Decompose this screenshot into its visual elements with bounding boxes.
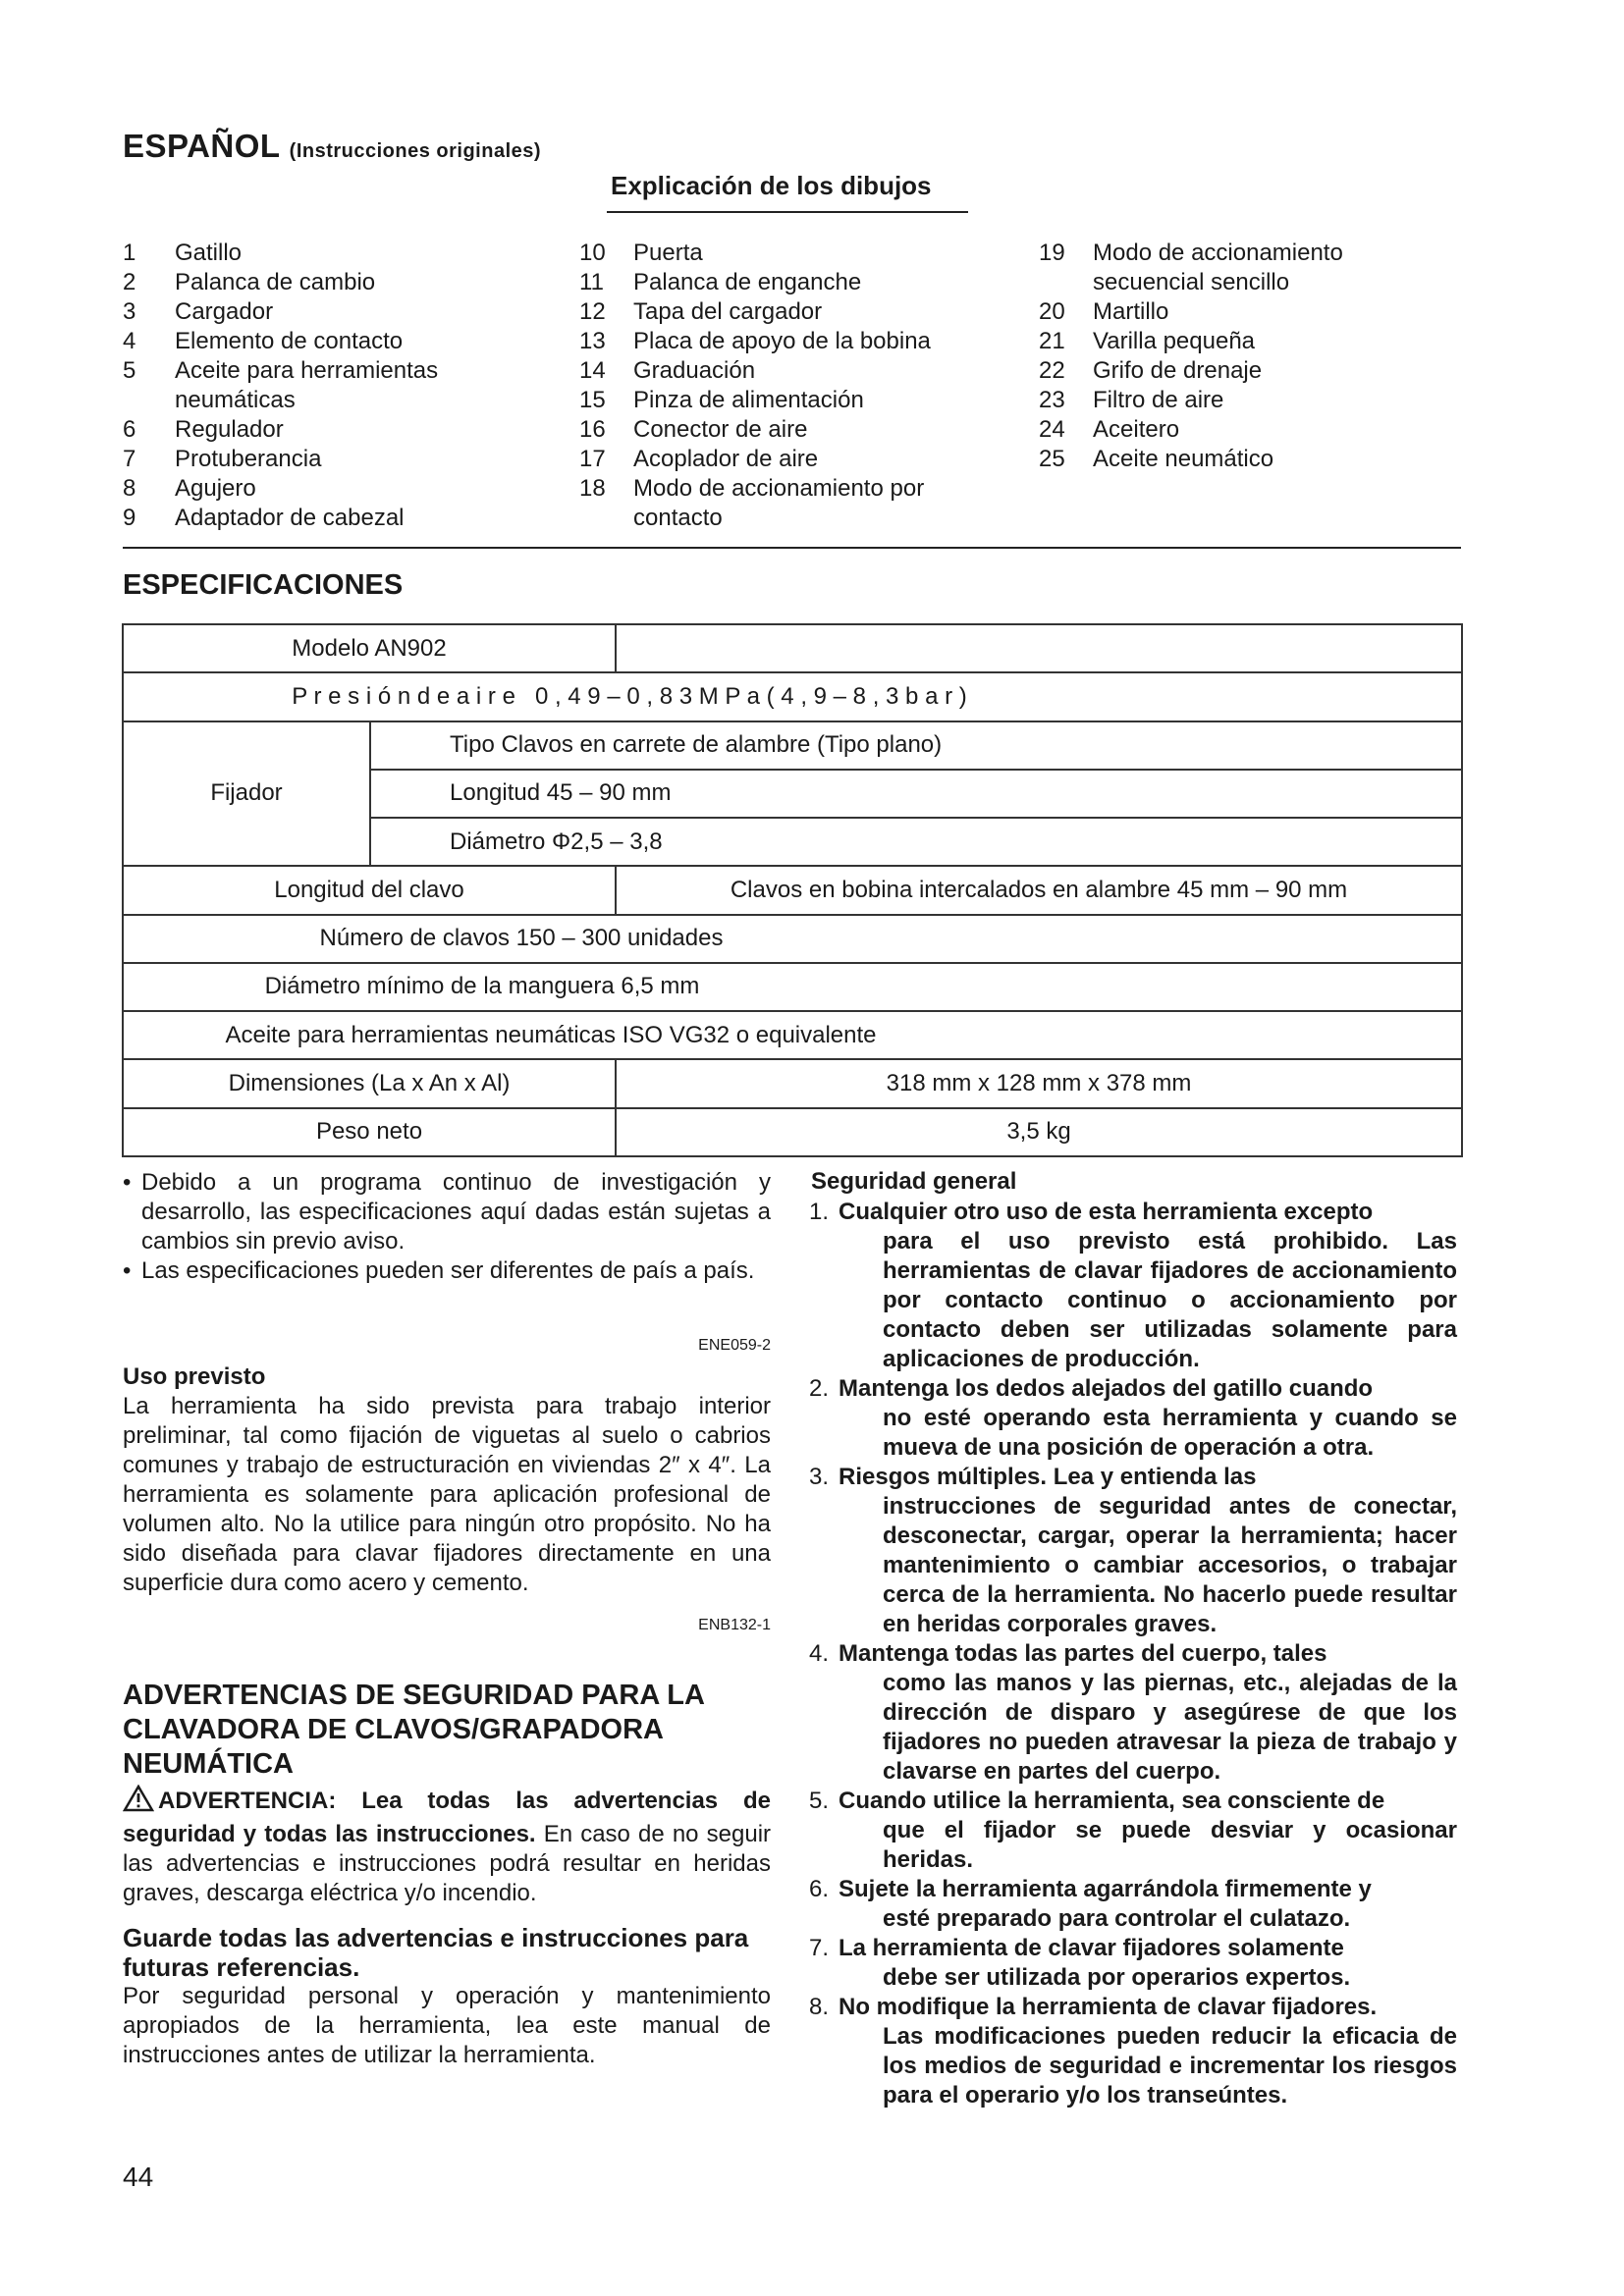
legend-item	[579, 268, 1011, 297]
legend-label: Protuberancia	[175, 446, 322, 472]
item-number: 4.	[809, 1640, 830, 1667]
legend-label: Puerta	[633, 240, 703, 266]
spec-weight-label: Peso neto	[123, 1108, 616, 1156]
item-text: no esté operando esta herramienta y cuando se mueva de una posición de operación a otra.	[883, 1405, 1457, 1461]
legend-number: 4	[123, 328, 136, 354]
legend-number: 6	[123, 416, 136, 443]
legend-number: 21	[1039, 328, 1065, 354]
spec-model: Modelo AN902	[123, 624, 616, 672]
legend-label: Placa de apoyo de la bobina	[633, 328, 931, 354]
list-item	[809, 1374, 1457, 1463]
legend-label: Filtro de aire	[1093, 387, 1224, 413]
table-row	[123, 1108, 1462, 1156]
legend-item	[123, 356, 476, 415]
spec-nail-count: Número de clavos 150 – 300 unidades	[123, 915, 1462, 963]
item-first-line: Mantenga los dedos alejados del gatillo cuando	[839, 1375, 1374, 1402]
page-language-title	[123, 128, 541, 165]
item-number: 1.	[809, 1199, 830, 1225]
legend-label: Conector de aire	[633, 416, 808, 443]
legend-number: 9	[123, 505, 136, 531]
legend-column-3	[1039, 239, 1471, 474]
item-text: como las manos y las piernas, etc., alejadas de la dirección de disparo y asegúrese de que los fijadores no pueden atravesar la pieza de trabajo y clavarse en partes del cuerpo.	[883, 1670, 1457, 1785]
general-safety-list	[809, 1198, 1457, 2110]
table-row	[123, 721, 1462, 770]
legend-item	[123, 327, 535, 356]
spec-model-value	[616, 624, 1462, 672]
table-row	[123, 672, 1462, 721]
legend-item	[123, 474, 535, 504]
spec-nail-length-value: Clavos en bobina intercalados en alambre 45 mm – 90 mm	[616, 866, 1462, 914]
legend-number: 17	[579, 446, 606, 472]
warning-triangle-icon	[123, 1785, 154, 1820]
legend-label: Agujero	[175, 475, 256, 502]
item-text: Las modificaciones pueden reducir la eficacia de los medios de seguridad e incrementar los riesgos para el operario y/o los transeúntes.	[883, 2023, 1457, 2109]
table-row	[123, 915, 1462, 963]
legend-number: 16	[579, 416, 606, 443]
section-divider	[123, 547, 1461, 549]
legend-label: Modo de accionamiento secuencial sencillo	[1093, 240, 1343, 295]
note-text: Debido a un programa continuo de investigación y desarrollo, las especificaciones aquí dadas están sujetas a cambios sin previo aviso.	[141, 1169, 771, 1255]
spec-hose-diameter: Diámetro mínimo de la manguera 6,5 mm	[123, 963, 1462, 1011]
spec-fastener-type: Tipo Clavos en carrete de alambre (Tipo plano)	[370, 721, 1462, 770]
legend-item	[579, 356, 1011, 386]
item-text: para el uso previsto está prohibido. Las herramientas de clavar fijadores de accionamiento por contacto continuo o accionamiento por contacto deben ser utilizadas solamente para aplicaciones de producción.	[883, 1228, 1457, 1372]
legend-item	[123, 415, 535, 445]
table-row	[123, 963, 1462, 1011]
legend-item	[1039, 327, 1471, 356]
item-text: que el fijador se puede desviar y ocasionar heridas.	[883, 1817, 1457, 1873]
spec-nail-length-label: Longitud del clavo	[123, 866, 616, 914]
legend-item	[1039, 356, 1471, 386]
legend-item	[579, 474, 972, 533]
item-number: 6.	[809, 1876, 830, 1902]
legend-number: 25	[1039, 446, 1065, 472]
legend-label: Gatillo	[175, 240, 243, 266]
legend-item	[579, 386, 1011, 415]
list-item	[809, 1463, 1457, 1639]
legend-column-1	[123, 239, 535, 533]
legend-item	[123, 268, 535, 297]
legend-item	[123, 445, 535, 474]
legend-item	[579, 239, 1011, 268]
legend-label: Graduación	[633, 357, 756, 384]
legend-item	[123, 504, 535, 533]
intended-use-title: Uso previsto	[123, 1363, 266, 1390]
legend-label: Martillo	[1093, 298, 1169, 325]
legend-number: 5	[123, 357, 136, 384]
intended-use-body: La herramienta ha sido prevista para trabajo interior preliminar, tal como fijación de viguetas al suelo o cabrios comunes y trabajo de estructuración en viviendas 2″ x 4″. La herramienta es solamente para aplicación profesional de volumen alto. No la utilice para ningún otro propósito. No ha sido diseñada para clavar fijadores directamente en una superficie dura como acero y cemento.	[123, 1393, 771, 1596]
legend-number: 19	[1039, 240, 1065, 266]
note-text: Las especificaciones pueden ser diferentes de país a país.	[141, 1257, 755, 1284]
language-label: ESPAÑOL	[123, 128, 280, 164]
legend-label: Palanca de enganche	[633, 269, 862, 295]
item-text: debe ser utilizada por operarios expertos.	[883, 1964, 1351, 1991]
table-row	[123, 624, 1462, 672]
item-first-line: No modifique la herramienta de clavar fijadores.	[839, 1994, 1378, 2020]
legend-item	[1039, 415, 1471, 445]
legend-label: Varilla pequeña	[1093, 328, 1256, 354]
legend-number: 8	[123, 475, 136, 502]
language-subtitle: (Instrucciones originales)	[289, 140, 542, 162]
safety-warnings-heading: ADVERTENCIAS DE SEGURIDAD PARA LA CLAVADORA DE CLAVOS/GRAPADORA NEUMÁTICA	[123, 1680, 704, 1780]
spec-fastener-diameter: Diámetro Φ2,5 – 3,8	[370, 818, 1462, 866]
item-number: 3.	[809, 1464, 830, 1490]
spec-oil: Aceite para herramientas neumáticas ISO VG32 o equivalente	[123, 1011, 1462, 1059]
page-number: 44	[123, 2162, 154, 2192]
item-first-line: Mantenga todas las partes del cuerpo, tales	[839, 1640, 1327, 1667]
keep-instructions-title: Guarde todas las advertencias e instrucciones para futuras referencias.	[123, 1923, 749, 1982]
list-item	[809, 1875, 1457, 1934]
warning-text: En caso de no seguir las advertencias e instrucciones podrá resultar en heridas graves, descarga eléctrica y/o incendio.	[123, 1821, 772, 1906]
spec-weight-value: 3,5 kg	[616, 1108, 1462, 1156]
item-number: 7.	[809, 1935, 830, 1961]
item-text: instrucciones de seguridad antes de conectar, desconectar, cargar, operar la herramienta; hacer mantenimiento o cambiar accesorios, o trabajar cerca de la herramienta. No hacerlo puede resultar en heridas corporales graves.	[883, 1493, 1457, 1637]
item-first-line: La herramienta de clavar fijadores solamente	[839, 1935, 1344, 1961]
legend-number: 11	[579, 269, 604, 295]
legend-label: Grifo de drenaje	[1093, 357, 1263, 384]
item-number: 8.	[809, 1994, 830, 2020]
list-item	[809, 1639, 1457, 1787]
spec-fastener-label: Fijador	[123, 721, 370, 867]
legend-number: 14	[579, 357, 606, 384]
legend-item	[123, 297, 535, 327]
legend-number: 2	[123, 269, 136, 295]
list-item	[809, 1993, 1457, 2110]
spec-notes	[123, 1168, 771, 1286]
legend-item	[579, 327, 1011, 356]
legend-title-underline	[607, 211, 968, 213]
doc-code: ENB132-1	[698, 1617, 771, 1633]
item-number: 2.	[809, 1375, 830, 1402]
item-first-line: Cualquier otro uso de esta herramienta excepto	[839, 1199, 1374, 1225]
item-first-line: Riesgos múltiples. Lea y entienda las	[839, 1464, 1257, 1490]
legend-item	[1039, 239, 1373, 297]
legend-number: 1	[123, 240, 136, 266]
legend-number: 13	[579, 328, 606, 354]
legend-label: Aceite para herramientas neumáticas	[175, 357, 439, 413]
warning-paragraph	[123, 1785, 771, 1908]
keep-instructions-body: Por seguridad personal y operación y mantenimiento apropiados de la herramienta, lea este manual de instrucciones antes de utilizar la herramienta.	[123, 1983, 771, 2068]
warning-bold-text: Lea todas las advertencias de seguridad y todas las instrucciones.	[123, 1788, 771, 1847]
legend-label: Pinza de alimentación	[633, 387, 864, 413]
legend-item	[1039, 297, 1471, 327]
warning-label: ADVERTENCIA:	[158, 1788, 337, 1814]
legend-number: 15	[579, 387, 606, 413]
list-item: • Las especificaciones pueden ser diferentes de país a país.	[123, 1257, 755, 1284]
legend-item	[1039, 445, 1471, 474]
list-item	[809, 1787, 1457, 1875]
legend-number: 3	[123, 298, 136, 325]
legend-title: Explicación de los dibujos	[611, 171, 932, 200]
legend-item	[579, 297, 1011, 327]
spec-dimensions-label: Dimensiones (La x An x Al)	[123, 1059, 616, 1107]
specifications-heading: ESPECIFICACIONES	[123, 569, 404, 601]
legend-label: Aceite neumático	[1093, 446, 1274, 472]
legend-number: 23	[1039, 387, 1065, 413]
legend-item	[579, 415, 1011, 445]
legend-label: Cargador	[175, 298, 274, 325]
spec-pressure: P r e s i ó n d e a i r e 0 , 4 9 – 0 , 8 3 M P a ( 4 , 9 – 8 , 3 b a r )	[123, 672, 1462, 721]
table-row	[123, 1011, 1462, 1059]
legend-number: 12	[579, 298, 606, 325]
legend-item	[579, 445, 1011, 474]
list-item: • Debido a un programa continuo de investigación y desarrollo, las especificaciones aquí dadas están sujetas a cambios sin previo aviso.	[123, 1169, 771, 1255]
legend-label: Modo de accionamiento por contacto	[633, 475, 925, 531]
legend-number: 22	[1039, 357, 1065, 384]
item-first-line: Cuando utilice la herramienta, sea consciente de	[839, 1788, 1385, 1814]
doc-code: ENE059-2	[698, 1337, 771, 1354]
legend-label: Tapa del cargador	[633, 298, 823, 325]
specifications-table	[122, 623, 1463, 1157]
legend-label: Acoplador de aire	[633, 446, 819, 472]
legend-number: 20	[1039, 298, 1065, 325]
list-item	[809, 1934, 1457, 1993]
legend-number: 7	[123, 446, 136, 472]
legend-column-2	[579, 239, 1011, 533]
list-item	[809, 1198, 1457, 1374]
legend-item	[123, 239, 535, 268]
item-first-line: Sujete la herramienta agarrándola firmemente y	[839, 1876, 1372, 1902]
item-number: 5.	[809, 1788, 830, 1814]
legend-number: 10	[579, 240, 606, 266]
legend-item	[1039, 386, 1471, 415]
legend-label: Palanca de cambio	[175, 269, 376, 295]
legend-label: Adaptador de cabezal	[175, 505, 405, 531]
legend-label: Regulador	[175, 416, 284, 443]
spec-dimensions-value: 318 mm x 128 mm x 378 mm	[616, 1059, 1462, 1107]
legend-number: 24	[1039, 416, 1065, 443]
legend-label: Elemento de contacto	[175, 328, 404, 354]
legend-label: Aceitero	[1093, 416, 1180, 443]
table-row	[123, 866, 1462, 914]
legend-number: 18	[579, 475, 606, 502]
spec-fastener-length: Longitud 45 – 90 mm	[370, 770, 1462, 818]
item-text: esté preparado para controlar el culatazo.	[883, 1905, 1351, 1932]
general-safety-title: Seguridad general	[811, 1168, 1017, 1195]
table-row	[123, 1059, 1462, 1107]
